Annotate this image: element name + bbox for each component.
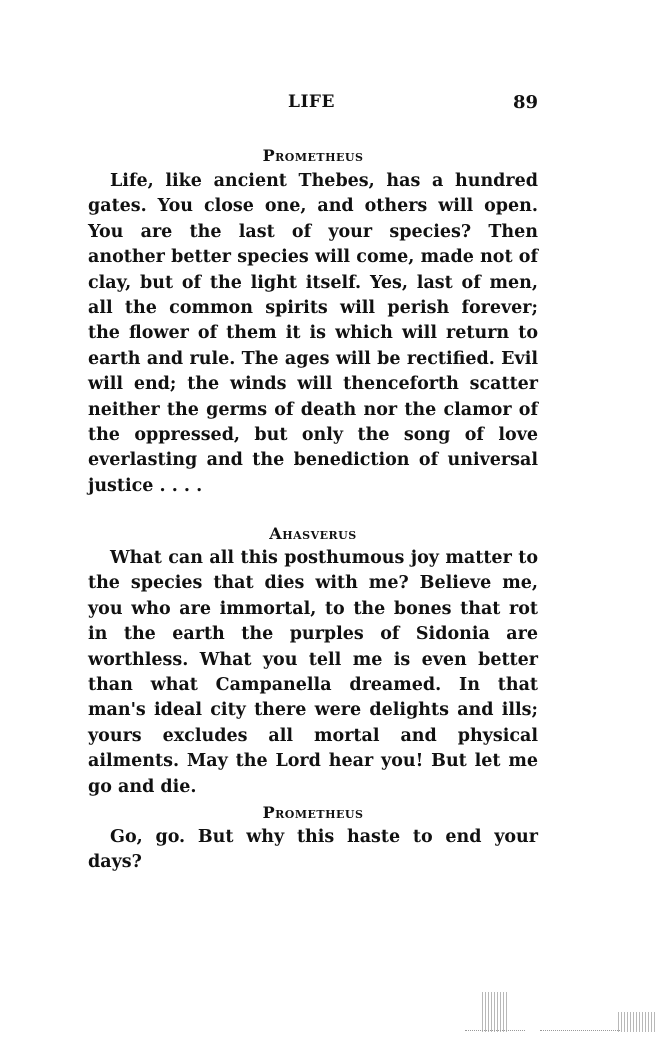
scan-artifact [482, 992, 508, 1032]
running-title: LIFE [288, 92, 335, 112]
scan-artifact-line [465, 1030, 525, 1032]
speaker-name: Prometheus [262, 146, 364, 165]
speaker-name: Prometheus [262, 803, 364, 822]
page-number: 89 [512, 92, 538, 113]
scan-artifact [618, 1012, 655, 1032]
speech-paragraph: Go, go. But why this haste to end your days? [88, 827, 538, 873]
speech-paragraph: Life, like ancient Thebes, has a hundred gates. You close one, and others will open. You are the last of your species? Then another better species will come, made not of clay, but of the light itself. Yes, last of men, all the common spirits will perish forever; the flower of them it is which will return to earth and rule. The ages will be rectified. Evil will end; the winds will thenceforth scatter neither the germs of death nor the clamor of the oppressed, but only the song of love everlasting and the benediction of universal justice . . . . [88, 171, 538, 496]
running-head [88, 92, 538, 116]
scan-artifact-line [540, 1030, 620, 1032]
speech-paragraph: What can all this posthumous joy matter to the species that dies with me? Believe me, you who are immortal, to the bones that rot in the earth the purples of Sidonia are worthless. What you tell me is even better than what Campanella dreamed. In that man's ideal city there were delights and ills; yours excludes all mortal and physical ailments. May the Lord hear you! But let me go and die. [88, 548, 538, 797]
speaker-name: Ahasverus [269, 524, 357, 543]
